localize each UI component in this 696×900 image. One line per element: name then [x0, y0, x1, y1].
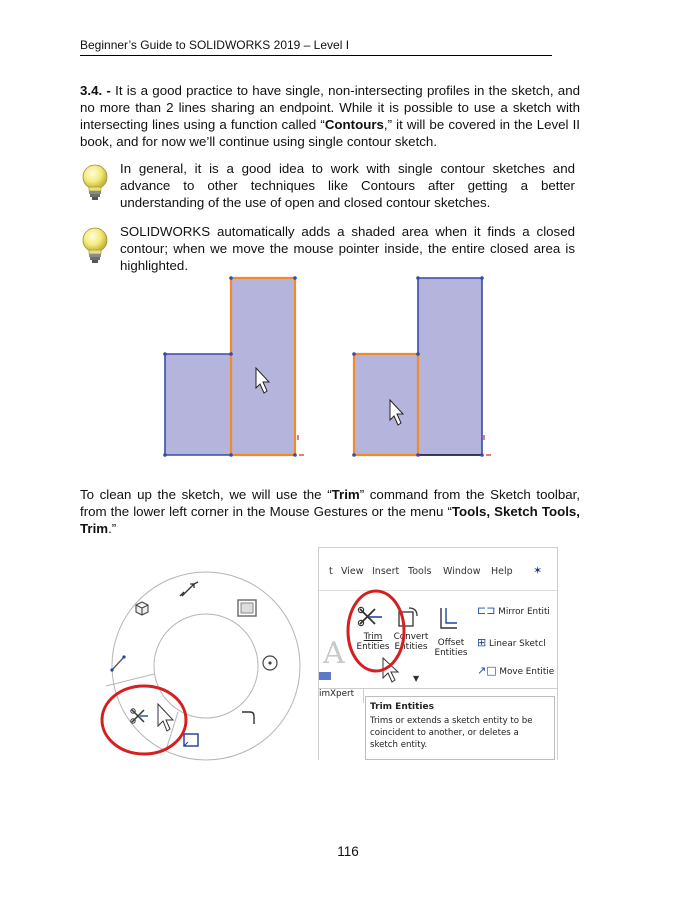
offset-entities-icon[interactable] [437, 606, 459, 632]
step-number: 3.4. - [80, 83, 111, 98]
tooltip-title: Trim Entities [370, 702, 434, 712]
short-region [354, 354, 418, 455]
paragraph-text-c: .” [108, 521, 117, 536]
move-entities-button[interactable] [477, 664, 554, 677]
sketch-icon[interactable] [184, 734, 198, 746]
tip-note-2 [80, 223, 580, 279]
red-highlight-circle [345, 588, 407, 674]
tip-note-1 [80, 160, 580, 216]
circle-icon[interactable] [263, 656, 277, 670]
chevron-down-icon[interactable]: ▼ [413, 674, 420, 683]
contours-term: Contours [324, 117, 384, 132]
offset-entities-button[interactable] [431, 638, 471, 658]
paragraph-text-a: To clean up the sketch, we will use the “ [80, 487, 332, 502]
right-sketch [352, 276, 491, 457]
move-icon: ↗□ [477, 664, 497, 677]
menu-item-tools[interactable]: Tools [408, 566, 432, 577]
trim-label-line1: Trim [363, 632, 383, 642]
convert-label-line2: Entities [394, 642, 428, 652]
lightbulb-icon [80, 227, 110, 265]
contour-sketch-figure [150, 272, 510, 464]
paragraph-text-b: ,” it will be covered in the Level II book, and for now we’ll continue using single contour sketch. [80, 117, 580, 149]
menu-item-t[interactable]: t [329, 566, 333, 577]
view-orientation-icon[interactable] [136, 602, 148, 615]
trim-label-line2: Entities [356, 642, 390, 652]
tall-region [418, 278, 482, 455]
lightbulb-icon [80, 164, 110, 202]
move-label: Move Entitie [499, 667, 555, 677]
mirror-icon: ⊏⊐ [477, 604, 496, 617]
pin-icon[interactable]: ✶ [533, 564, 543, 577]
tip-text-1: In general, it is a good idea to work with single contour sketches and advance to other techniques like Contours after getting a better understanding of the use of open and closed contour sketches. [120, 161, 575, 210]
paragraph-text-b: ” command from the Sketch toolbar, from the lower left corner in the Mouse Gestures or the menu “ [80, 487, 580, 519]
menu-item-view[interactable]: View [341, 566, 364, 577]
page-number: 116 [337, 844, 359, 859]
trim-entities-tooltip [365, 696, 555, 760]
solidworks-ribbon-screenshot [318, 547, 558, 760]
linear-pattern-icon: ⊞ [477, 636, 487, 649]
menu-item-window[interactable]: Window [443, 566, 481, 577]
rectangle-icon[interactable] [238, 600, 256, 616]
tooltip-body-line1: Trims or extends a sketch entity to be [370, 716, 533, 726]
tooltip-body-line2: coincident to another, or deletes a [370, 728, 519, 738]
tall-region [231, 278, 295, 455]
sketch-text-icon[interactable]: A [323, 636, 345, 671]
running-header: Beginner’s Guide to SOLIDWORKS 2019 – Level I [80, 38, 552, 56]
short-region [165, 354, 231, 455]
menu-bar [319, 566, 557, 584]
paragraph-3-4 [80, 82, 580, 150]
linear-label: Linear Sketcl [489, 639, 546, 649]
tip-text-2: SOLIDWORKS automatically adds a shaded area when it finds a closed contour; when we move the mouse pointer inside, the entire closed area is highlighted. [120, 224, 575, 273]
menu-path-term: Tools, Sketch Tools, Trim [80, 504, 580, 536]
mirror-label: Mirror Entiti [498, 607, 550, 617]
tab-simxpert[interactable] [319, 689, 364, 703]
mouse-gesture-wheel [96, 570, 316, 770]
convert-label-line1: Convert [393, 632, 429, 642]
menu-item-help[interactable]: Help [491, 566, 513, 577]
trim-term: Trim [331, 487, 360, 502]
small-blue-icon[interactable] [319, 672, 331, 680]
paragraph-text-a: It is a good practice to have single, non-intersecting profiles in the sketch, and no more than 2 lines sharing an endpoint. While it is possible to use a sketch with intersecting lines using a function called “ [80, 83, 580, 132]
tooltip-body-line3: sketch entity. [370, 740, 428, 750]
trim-paragraph [80, 486, 580, 537]
tab-label: imXpert [319, 689, 355, 699]
offset-label-line1: Offset [437, 638, 465, 648]
menu-item-insert[interactable]: Insert [372, 566, 400, 577]
left-sketch [163, 276, 304, 457]
linear-sketch-pattern-button[interactable] [477, 636, 546, 649]
gesture-inner-ring [154, 614, 258, 718]
offset-label-line2: Entities [434, 648, 468, 658]
mirror-entities-button[interactable] [477, 604, 550, 617]
